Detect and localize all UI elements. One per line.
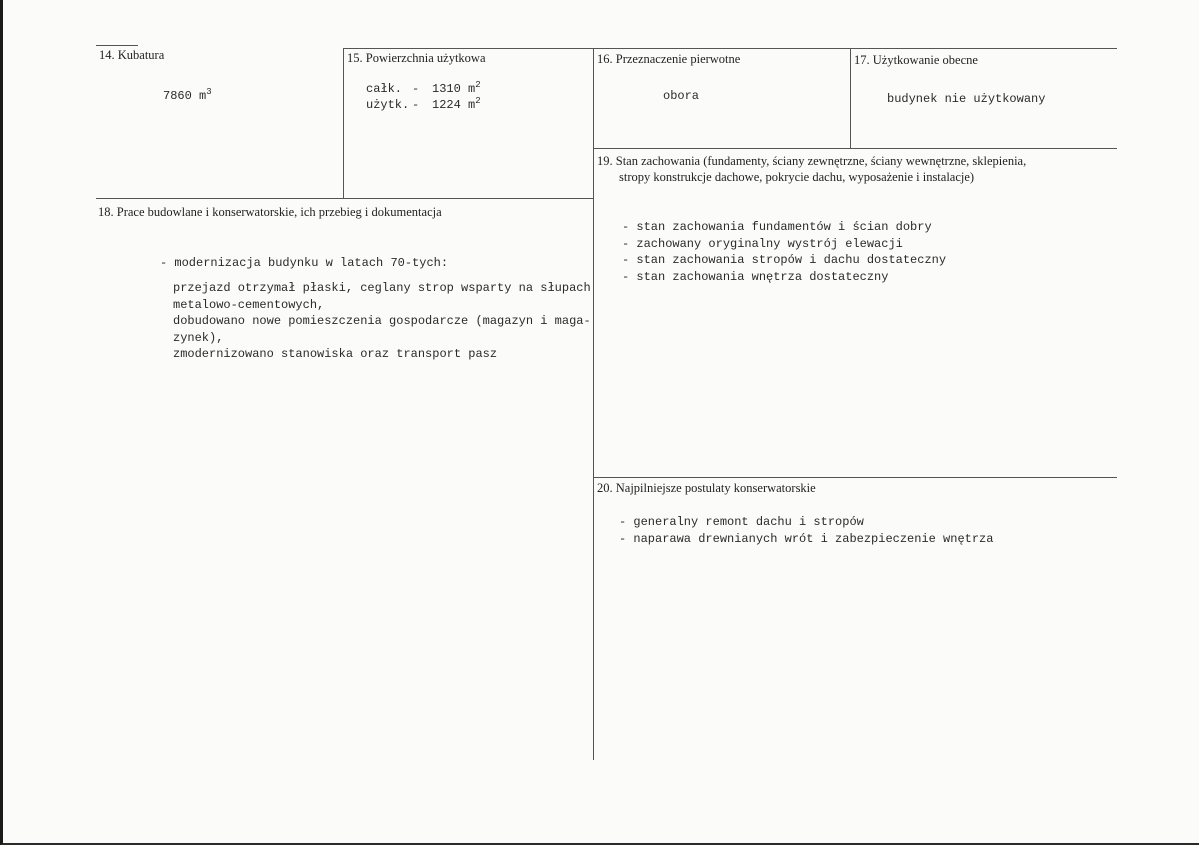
- field-19-list: [622, 219, 946, 285]
- total-area-value: 1310 m: [432, 82, 476, 96]
- field-19-label-line-2: stropy konstrukcje dachowe, pokrycie dachu, wyposażenie i instalacje): [619, 170, 975, 184]
- usable-area-dash: -: [412, 98, 420, 112]
- total-area-dash: -: [412, 82, 420, 96]
- field-18-line: przejazd otrzymał płaski, ceglany strop wsparty na słupach: [173, 281, 591, 295]
- short-top-rule: [96, 45, 138, 46]
- divider-16-17: [850, 49, 851, 149]
- field-19-item: - stan zachowania fundamentów i ścian dobry: [622, 220, 932, 234]
- rule-under-14-15: [96, 198, 593, 199]
- field-18-heading: - modernizacja budynku w latach 70-tych:: [160, 256, 449, 270]
- kubatura-value: 7860 m: [163, 89, 207, 103]
- kubatura-unit-exponent: 3: [206, 87, 212, 97]
- field-19-item: - stan zachowania wnętrza dostateczny: [622, 269, 889, 284]
- rule-under-16-17: [593, 148, 1117, 149]
- field-20-list: [619, 514, 993, 547]
- field-14-label: 14. Kubatura: [99, 48, 165, 62]
- field-18-lines: [173, 280, 591, 363]
- field-16-label: 16. Przeznaczenie pierwotne: [597, 52, 741, 66]
- field-15-row-total: [366, 81, 481, 98]
- field-20-item: - naparawa drewnianych wrót i zabezpieczenie wnętrza: [619, 531, 994, 546]
- usable-area-name: użytk.: [366, 98, 410, 112]
- field-19-item: - stan zachowania stropów i dachu dostateczny: [622, 253, 947, 267]
- total-area-exponent: 2: [475, 80, 481, 90]
- usable-area-exponent: 2: [475, 96, 481, 106]
- field-18-label: 18. Prace budowlane i konserwatorskie, ich przebieg i dokumentacja: [98, 205, 442, 219]
- field-18-line: dobudowano nowe pomieszczenia gospodarcze (magazyn i maga-: [173, 314, 591, 328]
- divider-14-15: [343, 48, 344, 198]
- field-15-label: 15. Powierzchnia użytkowa: [347, 51, 486, 65]
- divider-15-16: [593, 48, 594, 760]
- field-16-value: obora: [663, 89, 700, 103]
- field-14-value: [163, 88, 212, 105]
- field-18-line: metalowo-cementowych,: [173, 297, 325, 312]
- field-18-line: zmodernizowano stanowiska oraz transport pasz: [173, 347, 498, 361]
- field-19-item: - zachowany oryginalny wystrój elewacji: [622, 236, 903, 251]
- top-rule: [343, 48, 1117, 49]
- field-17-label: 17. Użytkowanie obecne: [854, 53, 978, 67]
- field-20-item: - generalny remont dachu i stropów: [619, 515, 864, 529]
- usable-area-value: 1224 m: [432, 98, 476, 112]
- field-15-row-usable: [366, 97, 481, 114]
- field-17-value: budynek nie użytkowany: [887, 92, 1046, 106]
- total-area-name: całk.: [366, 82, 403, 96]
- field-19-label-line-1: 19. Stan zachowania (fundamenty, ściany zewnętrzne, ściany wewnętrzne, sklepienia,: [597, 154, 1027, 168]
- field-20-label: 20. Najpilniejsze postulaty konserwatorskie: [597, 481, 816, 495]
- rule-above-20: [593, 477, 1117, 478]
- field-18-line: zynek),: [173, 330, 224, 345]
